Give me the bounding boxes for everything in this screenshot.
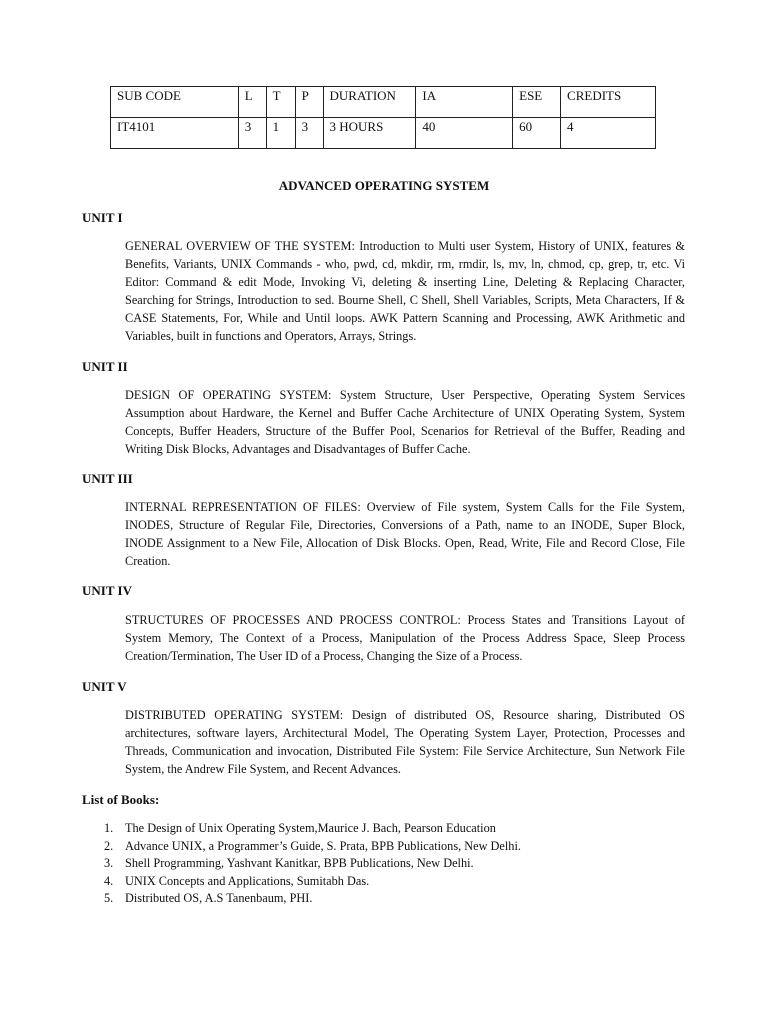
course-info-table <box>110 86 656 149</box>
header-credits: CREDITS <box>561 87 656 118</box>
list-item <box>104 890 521 908</box>
unit-4-body: STRUCTURES OF PROCESSES AND PROCESS CONTROL: Process States and Transitions Layout of System Memory, The Context of a Process, Manipulation of the Process Address Space, Sleep Process Creation/Termination, The User ID of a Process, Changing the Size of a Process. <box>125 613 685 663</box>
header-t: T <box>266 87 295 118</box>
header-p: P <box>295 87 323 118</box>
book-number: 1. <box>104 821 114 835</box>
book-title: The Design of Unix Operating System,Maurice J. Bach, Pearson Education <box>125 821 496 835</box>
unit-1-body: GENERAL OVERVIEW OF THE SYSTEM: Introduction to Multi user System, History of UNIX, features & Benefits, Variants, UNIX Commands - who, pwd, cd, mkdir, rm, rmdir, ls, mv, ln, chmod, cp, grep, tr, etc. Vi Editor: Command & edit Mode, Invoking Vi, deleting & inserting Line, Deleting & Replacing Character, Searching for Strings, Introduction to sed. Bourne Shell, C Shell, Shell Variables, Scripts, Meta Characters, If & CASE Statements, For, While and Until loops. AWK Pattern Scanning and Processing, AWK Arithmetic and Variables, built in functions and Operators, Arrays, Strings. <box>125 239 685 343</box>
header-sub-code: SUB CODE <box>111 87 239 118</box>
cell-duration: 3 HOURS <box>323 118 416 149</box>
list-item <box>104 855 521 873</box>
cell-l: 3 <box>238 118 266 149</box>
unit-5-heading: UNIT V <box>82 679 127 694</box>
unit-2-heading: UNIT II <box>82 359 128 374</box>
cell-t: 1 <box>266 118 295 149</box>
unit-2-body: DESIGN OF OPERATING SYSTEM: System Structure, User Perspective, Operating System Services Assumption about Hardware, the Kernel and Buffer Cache Architecture of UNIX Operating System, System Concepts, Buffer Headers, Structure of the Buffer Pool, Scenarios for Retrieval of the Buffer, Reading and Writing Disk Blocks, Advantages and Disadvantages of Buffer Cache. <box>125 388 685 456</box>
list-item <box>104 820 521 838</box>
book-title: UNIX Concepts and Applications, Sumitabh Das. <box>125 873 370 888</box>
cell-ia: 40 <box>416 118 513 149</box>
book-number: 2. <box>104 838 114 853</box>
unit-1-heading: UNIT I <box>82 210 123 225</box>
page-title: ADVANCED OPERATING SYSTEM <box>278 178 490 193</box>
list-item <box>104 873 521 891</box>
unit-5-body: DISTRIBUTED OPERATING SYSTEM: Design of distributed OS, Resource sharing, Distributed OS architectures, software layers, Architectural Model, The Operating System Layer, Protection, Processes and Threads, Communication and invocation, Distributed File System: File Service Architecture, Sun Network File System, the Andrew File System, and Recent Advances. <box>125 708 685 776</box>
header-duration: DURATION <box>323 87 416 118</box>
unit-3-heading: UNIT III <box>82 471 133 486</box>
cell-sub-code: IT4101 <box>111 118 239 149</box>
book-number: 3. <box>104 856 114 870</box>
list-item <box>104 838 521 856</box>
table-header-row <box>111 87 656 118</box>
unit-4-heading: UNIT IV <box>82 583 132 598</box>
unit-3-body: INTERNAL REPRESENTATION OF FILES: Overview of File system, System Calls for the File System, INODES, Structure of Regular File, Directories, Conversions of a Path, name to an INODE, Super Block, INODE Assignment to a New File, Allocation of Disk Blocks. Open, Read, Write, File and Record Close, File Creation. <box>125 500 685 568</box>
book-title: Advance UNIX, a Programmer’s Guide, S. Prata, BPB Publications, New Delhi. <box>125 838 521 853</box>
table-row <box>111 118 656 149</box>
cell-ese: 60 <box>513 118 561 149</box>
book-number: 4. <box>104 873 114 888</box>
header-ia: IA <box>416 87 513 118</box>
cell-p: 3 <box>295 118 323 149</box>
header-l: L <box>238 87 266 118</box>
header-ese: ESE <box>513 87 561 118</box>
books-list <box>104 820 521 908</box>
book-title: Distributed OS, A.S Tanenbaum, PHI. <box>125 891 313 905</box>
book-title: Shell Programming, Yashvant Kanitkar, BPB Publications, New Delhi. <box>125 856 474 870</box>
book-number: 5. <box>104 891 114 905</box>
cell-credits: 4 <box>561 118 656 149</box>
books-heading: List of Books: <box>82 792 160 807</box>
